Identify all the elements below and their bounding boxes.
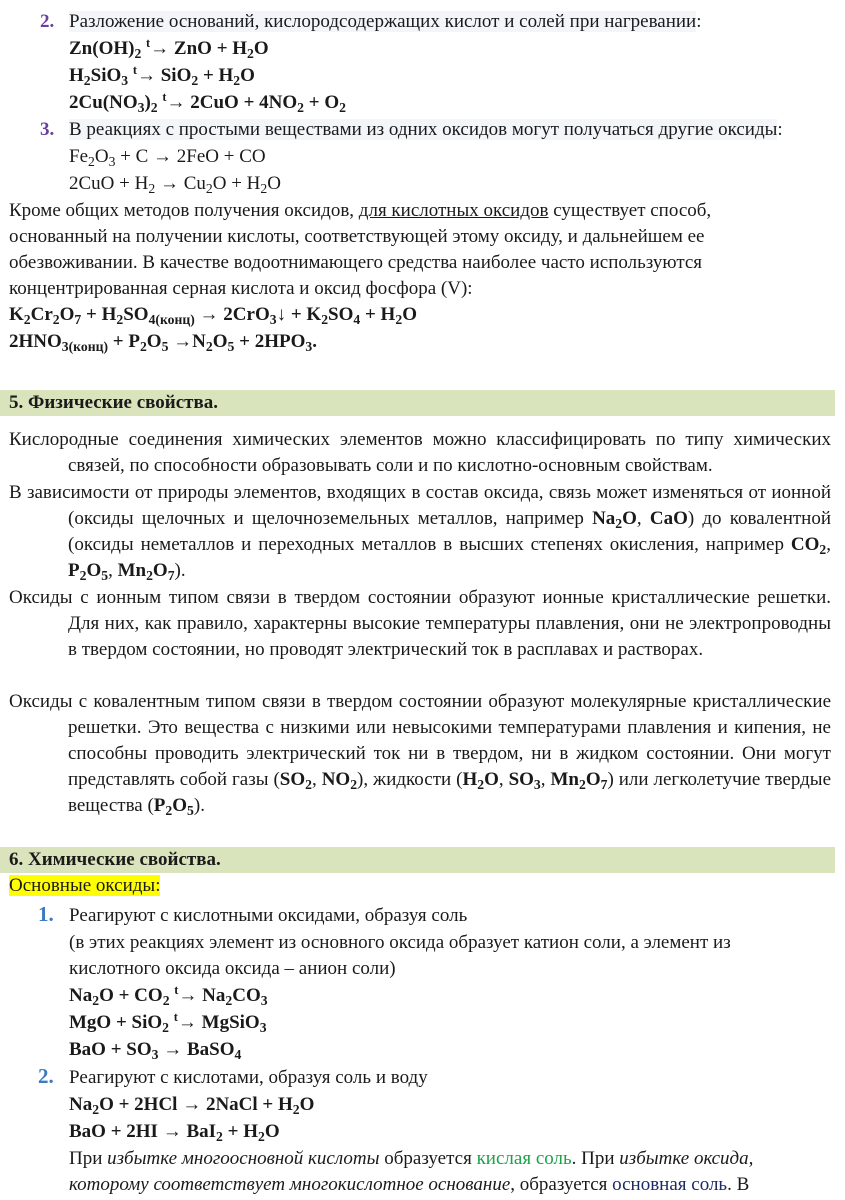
item-1-title: Реагируют с кислотными оксидами, образуя соль <box>69 905 468 926</box>
list-number-2: 2. <box>40 11 55 32</box>
oxide-reactions-title: В реакциях с простыми веществами из одних оксидов могут получаться другие оксиды: <box>69 119 783 140</box>
decomposition-title: Разложение оснований, кислородсодержащих кислот и солей при нагревании: <box>69 11 702 32</box>
item-2-text-line-1: При избытке многоосновной кислоты образуется кислая соль. При избытке оксида, <box>69 1148 754 1169</box>
list-number-3: 3. <box>40 119 55 140</box>
equation-h2sio3: $H_2SiO_3$ $^t\to SiO_2 + H_2O$ <box>69 63 255 88</box>
physical-paragraph-1: Кислородные соединения химических элементов можно классифицировать по типу химических связей, по способности образовывать соли и по кислотно-основным свойствам. <box>9 429 831 476</box>
item-2-title: Реагируют с кислотами, образуя соль и воду <box>69 1067 428 1088</box>
item-1-note-line-2: кислотного оксида оксида – анион соли) <box>69 958 396 979</box>
equation-k2cr2o7: $K_2Cr_2O_7 + H_2SO_{4(конц)}$ → 2CrO$_3$↓ + $K_2SO_4 + H_2O$ <box>9 304 417 327</box>
list-number-2-chem: 2. <box>38 1064 54 1088</box>
list-number-1: 1. <box>38 902 54 926</box>
equation-bao-so3: BaO + $SO_3$ → BaSO$_4$ <box>69 1039 242 1062</box>
equation-na2o-hcl: $Na_2O + 2HCl$ → 2NaCl + $H_2O$ <box>69 1094 315 1117</box>
physical-paragraph-2: В зависимости от природы элементов, входящих в состав оксида, связь может изменяться от ионной (оксиды щелочных и щелочноземельных металлов, например $Na_2O$, CaO) до ковалентной (оксиды неметаллов и переходных металлов в высших степенях окисления, например $CO_2$, $P_2O_5$, $Mn_2O_7$). <box>9 482 832 583</box>
physical-paragraph-3: Оксиды с ионным типом связи в твердом состоянии образуют ионные кристаллические решетки. Для них, как правило, характерны высокие температуры плавления, они не электропроводны в твердом состоянии, но проводят электрический ток в расплавах и растворах. <box>9 587 831 660</box>
equation-zn-oh2: $Zn(OH)_2$ $^t$→ ZnO + $H_2O$ <box>69 36 269 61</box>
acid-oxides-line-2: основанный на получении кислоты, соответствующей этому оксиду, и дальнейшем ее <box>9 226 705 247</box>
equation-fe2o3: $Fe_2O_3 + C \to 2FeO$ + CO <box>69 146 266 169</box>
physical-paragraph-4: Оксиды с ковалентным типом связи в твердом состоянии образуют молекулярные кристаллические решетки. Это вещества с низкими или невысокими температурами плавления и кипения, не способны проводить электрический ток ни в твердом, ни в жидком состоянии. Они могут представлять собой газы ($SO_2$, $NO_2$), жидкости ($H_2O$, $SO_3$, $Mn_2O_7$) или легколетучие твердые вещества $(P_2O_5)$. <box>9 691 831 818</box>
equation-hno3: $2HNO_{3(конц)} + P_2O_5 \to N_2O_5 + 2HPO_3$. <box>9 331 317 354</box>
item-2-text-line-2: которому соответствует многокислотное основание, образуется основная соль. В <box>69 1174 750 1195</box>
basic-oxides-subheading: Основные оксиды: <box>9 875 161 896</box>
acid-oxides-line-4: концентрированная серная кислота и оксид фосфора (V): <box>9 278 473 299</box>
equation-bao-hi: BaO + $2HI \to BaI_2 + H_2O$ <box>69 1121 280 1144</box>
section-6-heading: 6. Химические свойства. <box>9 849 221 870</box>
equation-cuo-h2: $2CuO + H_2 \to Cu_2O + H_2O$ <box>69 173 281 196</box>
acid-oxides-line-3: обезвоживании. В качестве водоотнимающего средства наиболее часто используются <box>9 252 703 273</box>
equation-cu-no3: $2Cu(NO_3)_2$ $^t\to 2CuO + 4NO_2 + O_2$ <box>69 90 346 115</box>
section-5-heading: 5. Физические свойства. <box>9 392 219 413</box>
equation-na2o-co2: $Na_2O + CO_2$ $^t\to Na_2CO_3$ <box>69 983 268 1008</box>
item-1-note-line-1: (в этих реакциях элемент из основного оксида образует катион соли, а элемент из <box>69 932 731 953</box>
acid-oxides-line-1: Кроме общих методов получения оксидов, для кислотных оксидов существует способ, <box>9 200 712 221</box>
equation-mgo-sio2: MgO + SiO$_2$ $^t$→ MgSiO$_3$ <box>69 1010 267 1035</box>
